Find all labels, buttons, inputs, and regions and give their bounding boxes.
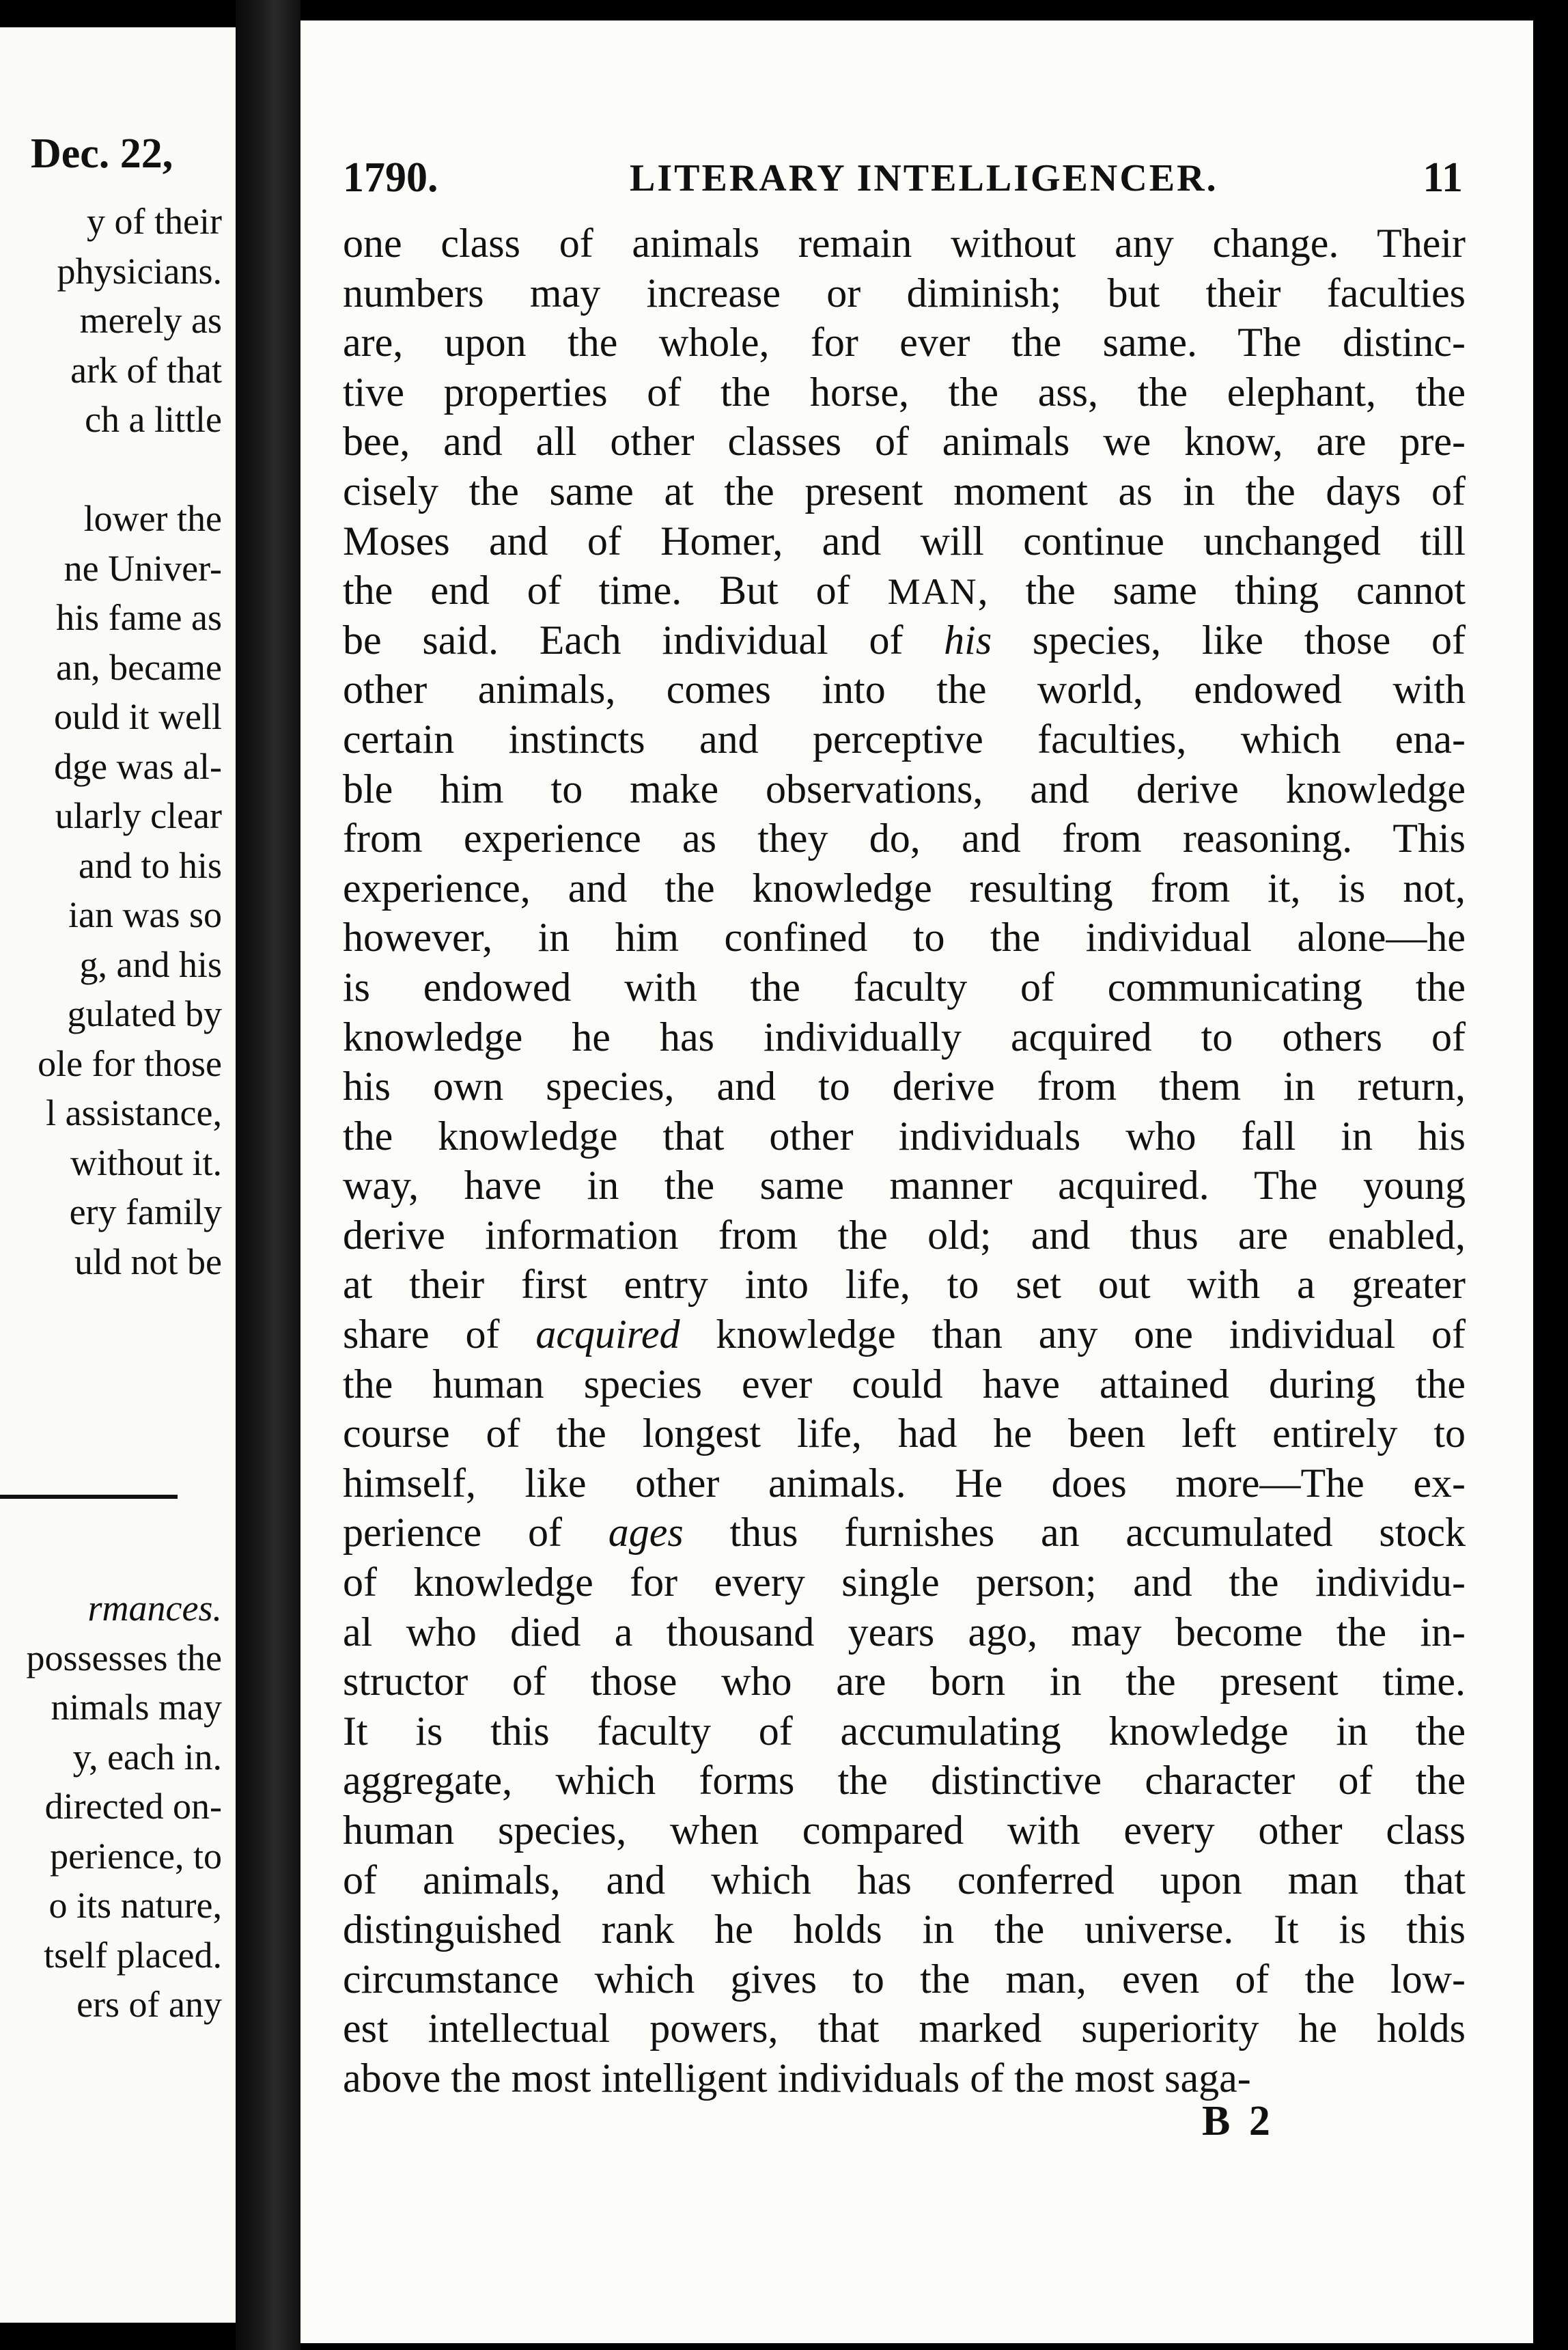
running-head-year: 1790. — [343, 154, 438, 201]
left-page-rule — [0, 1495, 178, 1499]
left-line: possesses the — [26, 1637, 222, 1678]
text-line: cisely the same at the present moment as in the days of — [343, 468, 1466, 514]
text-line: are, upon the whole, for ever the same. The distinc- — [343, 320, 1466, 365]
text-line: one class of animals remain without any change. Their — [343, 221, 1466, 266]
text-line: of knowledge for every single person; and the individu- — [343, 1560, 1466, 1605]
left-line: ould it well — [54, 696, 222, 737]
left-page-lines — [0, 197, 222, 2030]
text-line: bee, and all other classes of animals we know, are pre- — [343, 419, 1466, 465]
left-line: g, and his — [79, 943, 222, 985]
running-head-title: LITERARY INTELLIGENCER. — [630, 157, 1218, 199]
left-line: merely as — [79, 300, 222, 341]
text-line: way, have in the same manner acquired. The young — [343, 1163, 1466, 1208]
text-line: other animals, comes into the world, endowed with — [343, 667, 1466, 713]
left-line: ark of that — [70, 349, 222, 391]
left-page-fragment — [0, 27, 236, 2323]
signature-mark: B 2 — [1202, 2098, 1274, 2144]
text-line: structor of those who are born in the present time. — [343, 1659, 1466, 1704]
left-line: his fame as — [56, 597, 222, 638]
left-line: physicians. — [57, 250, 222, 292]
text-line: the end of time. But of MAN, the same thing cannot — [343, 568, 1466, 613]
page-number: 11 — [1423, 154, 1463, 201]
left-line: gulated by — [67, 993, 222, 1034]
emphasized-word: ages — [608, 1510, 684, 1556]
text-line: knowledge he has individually acquired to others of — [343, 1014, 1466, 1060]
left-line — [0, 1534, 222, 1584]
left-line — [0, 1336, 222, 1386]
left-line: dge was al- — [54, 745, 222, 787]
left-line-italic-text: rmances. — [87, 1588, 222, 1629]
text-line: at their first entry into life, to set out with a greater — [343, 1262, 1466, 1308]
text-line: human species, when compared with every other class — [343, 1808, 1466, 1853]
text-line: perience of ages thus furnishes an accumulated stock — [343, 1510, 1466, 1556]
left-line: ch a little — [85, 399, 222, 440]
running-head — [343, 154, 1463, 208]
book-gutter-shadow — [236, 0, 300, 2350]
text-line: numbers may increase or diminish; but their faculties — [343, 270, 1466, 316]
emphasized-word: MAN — [887, 571, 978, 613]
text-line: however, in him confined to the individual alone—he — [343, 915, 1466, 960]
text-line: est intellectual powers, that marked superiority he holds — [343, 2006, 1466, 2051]
text-line: himself, like other animals. He does more—The ex- — [343, 1460, 1466, 1506]
left-line: ularly clear — [55, 795, 222, 836]
left-line: ery family — [69, 1191, 222, 1232]
left-line: ers of any — [76, 1984, 222, 2025]
emphasized-word: his — [944, 617, 992, 663]
text-line: experience, and the knowledge resulting from it, is not, — [343, 865, 1466, 911]
body-text — [343, 219, 1466, 2103]
left-line: ne Univer- — [64, 547, 222, 589]
left-line: perience, to — [50, 1835, 222, 1877]
left-line: o its nature, — [48, 1885, 222, 1926]
left-line: and to his — [79, 844, 222, 886]
text-line: Moses and of Homer, and will continue unchanged till — [343, 518, 1466, 564]
text-line: is endowed with the faculty of communicating the — [343, 964, 1466, 1010]
left-line — [0, 1286, 222, 1336]
left-line: tself placed. — [44, 1934, 222, 1976]
text-line: the human species ever could have attained during the — [343, 1361, 1466, 1407]
left-line: an, became — [56, 646, 222, 688]
left-line — [0, 1385, 222, 1435]
text-line: aggregate, which forms the distinctive character of the — [343, 1758, 1466, 1803]
left-line — [0, 1435, 222, 1485]
left-line: nimals may — [51, 1687, 222, 1728]
text-line: course of the longest life, had he been left entirely to — [343, 1411, 1466, 1456]
text-line: tive properties of the horse, the ass, the elephant, the — [343, 369, 1466, 415]
text-line: his own species, and to derive from them in return, — [343, 1064, 1466, 1109]
left-line: ian was so — [68, 894, 222, 935]
scan-right-border — [1533, 0, 1568, 2350]
left-line: y of their — [87, 201, 222, 242]
left-line: lower the — [83, 498, 222, 539]
right-page — [300, 20, 1533, 2343]
left-line — [0, 445, 222, 495]
left-line-italic — [0, 1584, 222, 1633]
left-line: without it. — [70, 1142, 222, 1183]
text-line: certain instincts and perceptive faculties, which ena- — [343, 716, 1466, 762]
text-line: distinguished rank he holds in the universe. It is this — [343, 1907, 1466, 1952]
text-line: the knowledge that other individuals who fall in his — [343, 1113, 1466, 1159]
text-line: circumstance which gives to the man, even of the low- — [343, 1956, 1466, 2002]
text-line: al who died a thousand years ago, may become the in- — [343, 1609, 1466, 1655]
text-line: of animals, and which has conferred upon man that — [343, 1857, 1466, 1903]
text-line: derive information from the old; and thus are enabled, — [343, 1212, 1466, 1258]
text-line: ble him to make observations, and derive knowledge — [343, 766, 1466, 812]
left-line: l assistance, — [46, 1092, 222, 1133]
text-line: be said. Each individual of his species, like those of — [343, 617, 1466, 663]
emphasized-word: acquired — [535, 1312, 680, 1357]
text-line: share of acquired knowledge than any one individual of — [343, 1312, 1466, 1357]
left-line: ole for those — [38, 1042, 222, 1084]
left-line — [0, 1484, 222, 1534]
text-line: from experience as they do, and from reasoning. This — [343, 816, 1466, 861]
left-line: directed on- — [44, 1786, 222, 1827]
left-page-header: Dec. 22, — [31, 130, 173, 177]
text-line: above the most intelligent individuals of the most saga- — [343, 2055, 1251, 2101]
text-line: It is this faculty of accumulating knowledge in the — [343, 1708, 1466, 1754]
left-line: y, each in. — [72, 1736, 222, 1778]
left-line: uld not be — [74, 1241, 222, 1282]
